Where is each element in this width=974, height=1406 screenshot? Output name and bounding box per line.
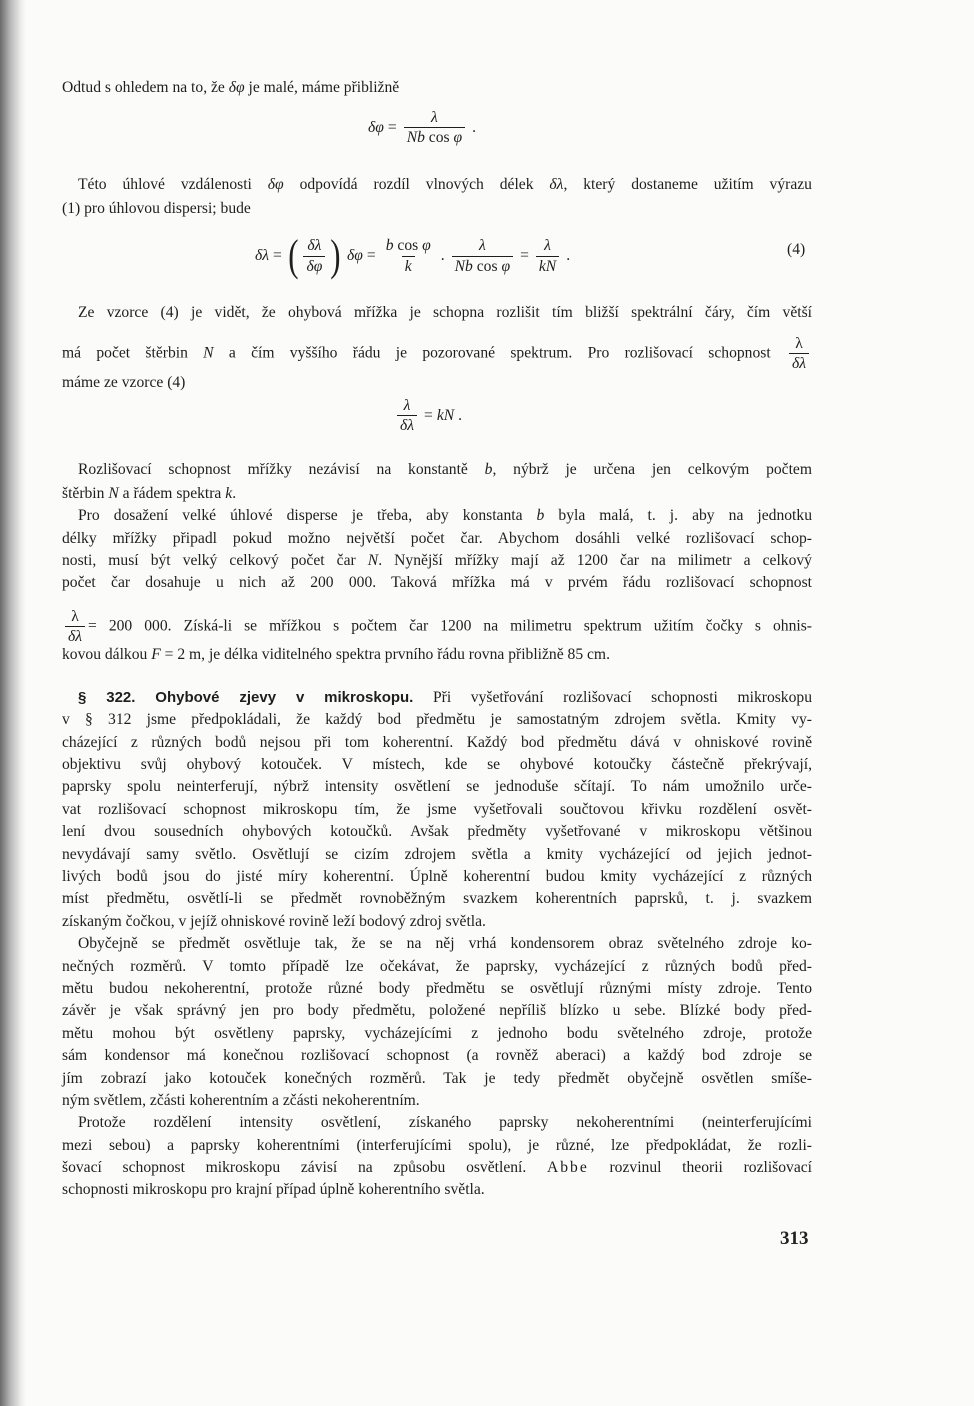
text-line xyxy=(62,550,812,572)
text-run: . xyxy=(472,118,477,136)
math-symbol: δλ xyxy=(400,417,415,435)
math-symbol: b xyxy=(385,237,394,255)
text-run: ným světlem, zčásti koherentním a zčásti nekoherentním. xyxy=(62,1092,420,1109)
text-line xyxy=(62,1112,812,1134)
text-run: cos xyxy=(393,237,423,255)
text-line xyxy=(62,821,812,843)
text-run: máme ze vzorce (4) xyxy=(62,374,186,391)
equation-number: (4) xyxy=(787,241,806,258)
math-symbol: N xyxy=(203,344,214,362)
text-line xyxy=(62,776,812,798)
text-line xyxy=(62,1045,812,1067)
text-run: Obyčejně se předmět osvětluje tak, že se na něj vrhá kondensorem obraz světelného zdroje ko- xyxy=(78,935,812,952)
text-run: rozvinul theorii rozlišovací xyxy=(588,1159,812,1176)
text-run: nečných rozměrů. V tomto případě lze očekávat, že paprsky, vycházející z různých bodů před- xyxy=(62,958,812,975)
text-run: schopnosti mikroskopu pro krajní případ úplně koherentního světla. xyxy=(62,1181,485,1198)
text-run: má počet štěrbin xyxy=(62,344,204,362)
text-run: Při vyšetřování rozlišovací schopnosti mikroskopu xyxy=(413,689,812,706)
text-line xyxy=(62,198,812,220)
text-run: byla malá, t. j. aby na jednotku xyxy=(544,507,812,524)
text-run: štěrbin xyxy=(62,485,109,502)
text-run: λ xyxy=(71,608,79,625)
math-symbol: Nb xyxy=(454,257,473,275)
text-run: a řádem spektra xyxy=(118,485,226,502)
text-run: lení dvou sousedních ohybových kotoučků. Avšak předměty vyšetřované v mikroskopu většinou xyxy=(62,823,812,840)
math-symbol: b xyxy=(536,507,545,524)
math-symbol: N xyxy=(108,485,119,502)
math-symbol: δλ xyxy=(68,628,83,646)
denominator xyxy=(789,353,809,373)
numerator xyxy=(792,334,806,353)
text-line xyxy=(62,302,812,324)
fraction xyxy=(65,607,85,647)
text-line xyxy=(62,754,812,776)
text-run: kovou dálkou xyxy=(62,646,152,663)
text-run: = xyxy=(520,247,529,264)
text-run: Ze vzorce (4) je vidět, že ohybová mřížka je schopna rozlišit tím bližší spektrální čáry, čím větší xyxy=(78,304,812,321)
text-run: mětu mohou být osvětleny paprsky, vycházejícími z jednoho bodu světelného zdroje, protože xyxy=(62,1025,812,1042)
text-line xyxy=(62,709,812,731)
text-run: a čím vyššího řádu je pozorované spektrum. Pro rozlišovací schopnost xyxy=(213,344,786,362)
denominator xyxy=(402,256,415,276)
text-run: = 2 m, je délka viditelného spektra prvního řádu rovna přibližně 85 cm. xyxy=(160,646,610,663)
math-symbol: δφ xyxy=(306,257,323,275)
text-line xyxy=(62,1023,812,1045)
text-run: v § 312 jsme předpokládali, že každý bod předmětu je samostatným zdrojem světla. Kmity vy- xyxy=(62,711,812,728)
text-run: Této úhlové vzdálenosti xyxy=(78,176,268,193)
text-line xyxy=(62,911,812,933)
text-run: cházející z různých bodů nejsou při tom koherentní. Každý bod předmětu dává v ohniskové rovině xyxy=(62,734,812,751)
text-run: (1) pro úhlovou dispersi; bude xyxy=(62,200,251,217)
fraction xyxy=(404,108,465,148)
text-run: livých bodů jsou do jisté míry koherentní. Úplně koherentní budou kmity vycházející z různých xyxy=(62,868,812,885)
text-run: paprsky spolu neinterferují, nýbrž intensity osvětlení se jednoduše sčítají. To nám umožnilo urče- xyxy=(62,778,812,795)
fraction xyxy=(303,236,325,276)
math-symbol: δλ xyxy=(255,247,270,264)
text-run: získaným čočkou, v jejíž ohniskové rovině leží bodový zdroj světla. xyxy=(62,913,486,930)
text-line xyxy=(62,956,812,978)
math-symbol: δφ xyxy=(368,118,384,136)
equation-resolving-power xyxy=(394,396,462,436)
fraction xyxy=(789,334,809,374)
math-symbol: δλ xyxy=(307,237,322,255)
text-run: = 200 000. Získá-li se mřížkou s počtem čar 1200 na milimetru spektrum užitím čočky s ohnis- xyxy=(88,617,812,635)
text-run: Protože rozdělení intensity osvětlení, získaného paprsky nekoherentními (neinterferujícími xyxy=(78,1114,812,1131)
text-line xyxy=(62,644,812,666)
text-line xyxy=(62,459,812,481)
text-run: . Nynější mřížky mají až 1200 čar na milimetr a celkový xyxy=(378,552,812,569)
text-run: objektivu svůj ohybový kotouček. V místech, kde se ohybové kotoučky částečně překrývají, xyxy=(62,756,812,773)
equation-4 xyxy=(255,231,571,280)
text-run: počet čar dosahuje u nich až 200 000. Taková mřížka má v prvém řádu rozlišovací schopnost xyxy=(62,574,812,591)
text-run: λ xyxy=(795,335,803,352)
text-line xyxy=(62,483,812,505)
math-symbol: δφ xyxy=(267,176,284,193)
text-run: je malé, máme přibližně xyxy=(244,79,400,96)
numerator xyxy=(401,396,414,415)
text-run: cos xyxy=(472,257,502,275)
text-line xyxy=(62,1090,812,1112)
text-run: . xyxy=(566,247,571,264)
text-line xyxy=(62,799,812,821)
text-run: vat rozlišovací schopnost mikroskopu tím, že jsme vyšetřovali součtovou křivku rozdělení osvět- xyxy=(62,801,812,818)
text-run: mezi sebou) a paprsky koherentními (interferujícími spolu), je různé, lze předpokládat, že rozli- xyxy=(62,1137,812,1154)
math-symbol: δλ xyxy=(791,355,806,373)
denominator xyxy=(452,256,513,276)
text-run: Pro dosažení velké úhlové disperse je třeba, aby konstanta xyxy=(78,507,537,524)
math-symbol: kN xyxy=(538,257,557,275)
text-run: nosti, musí být velký celkový počet čar xyxy=(62,552,368,569)
text-run: = xyxy=(387,118,397,136)
text-run: = xyxy=(424,406,433,424)
text-line xyxy=(62,1135,812,1157)
text-run: závěr je však správný jen pro body předmětu, položené nepříliš blízko u sebe. Blízké body před- xyxy=(62,1002,812,1019)
fraction xyxy=(397,396,417,436)
math-symbol: kN xyxy=(436,406,455,424)
text-run: jím zobrazí jako kotouček konečných rozměrů. Tak je tedy předmět obyčejně osvětlen smíše- xyxy=(62,1070,812,1087)
text-line xyxy=(62,1068,812,1090)
math-symbol: N xyxy=(367,552,379,569)
text-run: . xyxy=(458,406,463,424)
text-line xyxy=(62,732,812,754)
math-symbol: λ xyxy=(431,109,438,126)
math-symbol: φ xyxy=(501,257,511,275)
numerator xyxy=(476,236,489,255)
text-line xyxy=(62,572,812,594)
text-run: míst předmětu, osvětlí-li se předmět rovnoběžným svazkem koherentních paprsků, t. j. svazkem xyxy=(62,890,812,907)
scan-gutter-shadow xyxy=(0,0,26,1406)
fraction xyxy=(452,236,513,276)
math-symbol: λ xyxy=(478,237,486,255)
denominator xyxy=(536,256,559,276)
text-run: Rozlišovací schopnost mřížky nezávisí na konstantě xyxy=(78,461,485,478)
text-run: odpovídá rozdíl vlnových délek xyxy=(283,176,550,193)
math-symbol: δφ xyxy=(347,247,363,264)
text-run: , který dostaneme užitím výrazu xyxy=(563,176,812,193)
math-symbol: λ xyxy=(544,237,551,255)
text-run: = xyxy=(366,247,376,264)
text-run: šovací schopnost mikroskopu závisí na způsobu osvětlení. xyxy=(62,1159,547,1176)
fraction xyxy=(383,236,434,276)
math-symbol: F xyxy=(151,646,161,663)
text-run: , nýbrž je určena jen celkovým počtem xyxy=(492,461,812,478)
right-paren: ) xyxy=(330,231,341,280)
section-heading: § 322. Ohybové zjevy v mikroskopu. xyxy=(78,689,414,706)
text-line xyxy=(62,888,812,910)
text-line xyxy=(62,528,812,550)
math-symbol: k xyxy=(225,485,233,502)
text-line xyxy=(62,978,812,1000)
equation-delta-phi xyxy=(368,108,476,148)
text-run: mětu budou nekoherentní, protože různé body předmětu se osvětlují různými místy zdroje. Tento xyxy=(62,980,812,997)
text-run: = xyxy=(273,247,282,264)
text-line xyxy=(62,372,812,394)
math-symbol: b xyxy=(484,461,493,478)
page-number: 313 xyxy=(780,1228,809,1249)
text-line xyxy=(62,1179,812,1201)
text-line xyxy=(62,607,812,647)
numerator xyxy=(68,607,82,626)
text-line xyxy=(62,866,812,888)
text-run: nevydávají samy světlo. Osvětlují se cizím zdrojem světla a kmity vycházející od jejich jednot- xyxy=(62,846,812,863)
math-symbol: φ xyxy=(422,237,431,255)
text-run: Odtud s ohledem na to, že xyxy=(62,79,229,96)
text-line xyxy=(62,844,812,866)
text-line xyxy=(62,933,812,955)
text-line xyxy=(62,334,812,374)
text-line xyxy=(62,174,812,196)
text-line xyxy=(62,505,812,527)
math-symbol: Nb xyxy=(406,129,425,147)
numerator xyxy=(304,236,324,255)
denominator xyxy=(397,415,417,435)
numerator xyxy=(541,236,554,255)
math-symbol: δφ xyxy=(228,79,245,96)
text-run: délky mřížky připadl pokud možno největší počet čar. Abychom dosáhli velké rozlišovací schop- xyxy=(62,530,812,547)
numerator xyxy=(428,108,441,127)
text-line xyxy=(62,687,812,709)
text-run: . xyxy=(440,247,445,264)
text-line xyxy=(62,1000,812,1022)
denominator xyxy=(303,256,325,276)
fraction xyxy=(536,236,559,276)
spaced-name: Abbe xyxy=(546,1159,589,1176)
parenthesized xyxy=(286,231,343,280)
numerator xyxy=(383,236,434,255)
math-symbol: δλ xyxy=(549,176,564,193)
text-run: cos xyxy=(424,129,454,147)
math-symbol: k xyxy=(404,257,412,275)
text-line xyxy=(62,1157,812,1179)
text-line xyxy=(62,77,812,99)
math-symbol: λ xyxy=(403,397,411,414)
text-run: sám kondensor má konečnou rozlišovací schopnost (a rovněž aberaci) a každý bod zdroje se xyxy=(62,1047,812,1064)
text-run: . xyxy=(232,485,237,502)
left-paren: ( xyxy=(288,231,299,280)
denominator xyxy=(404,127,465,147)
math-symbol: φ xyxy=(453,129,463,147)
